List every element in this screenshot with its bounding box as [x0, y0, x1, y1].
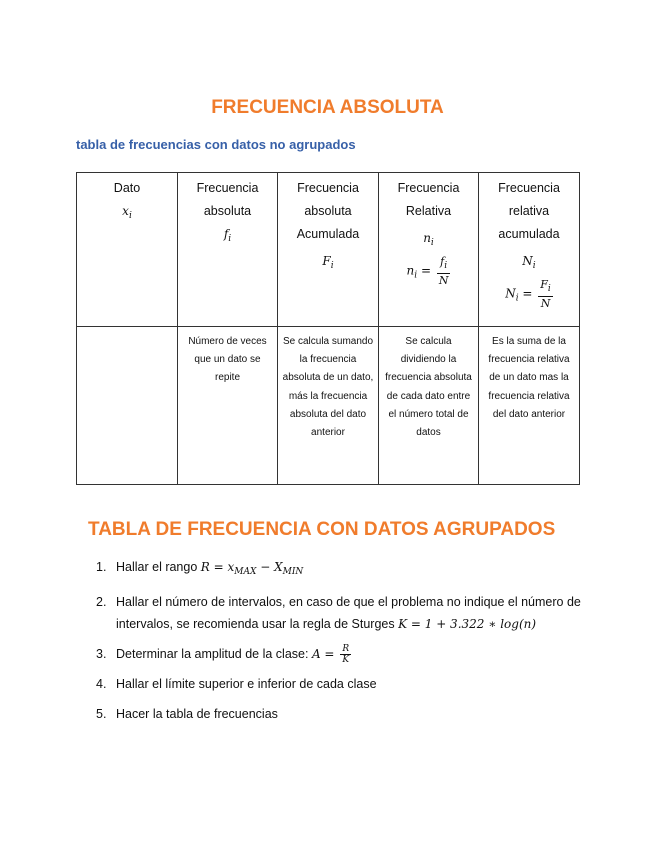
cumulative-relative-formula: $N_i$ = $\frac{F_i}{N}$: [505, 278, 551, 310]
header-symbol: $f_i$: [223, 227, 232, 244]
table-subtitle: tabla de frecuencias con datos no agrupados: [76, 137, 356, 152]
header-label: Relativa: [405, 204, 452, 218]
header-label: acumulada: [498, 227, 560, 241]
table-cell: Se calcula dividiendo la frecuencia absoluta de cada dato entre el número total de datos: [379, 327, 479, 485]
table-cell: [77, 327, 178, 485]
header-cell-frecuencia-absoluta: [178, 173, 278, 327]
header-label: Acumulada: [296, 227, 360, 241]
section-title: TABLA DE FRECUENCIA CON DATOS AGRUPADOS: [88, 519, 556, 540]
header-label: Dato: [113, 181, 141, 195]
header-cell-frecuencia-absoluta-acumulada: [278, 173, 379, 327]
table-cell: Es la suma de la frecuencia relativa de un dato mas la frecuencia relativa del dato anterior: [479, 327, 580, 485]
header-label: Frecuencia: [297, 181, 359, 195]
header-label: relativa: [508, 204, 550, 218]
table-header-row: [77, 173, 580, 327]
table-cell: Se calcula sumando la frecuencia absoluta de un dato, más la frecuencia absoluta del dato anterior: [278, 327, 379, 485]
steps-list: [0, 556, 600, 725]
header-label: absoluta: [203, 204, 252, 218]
amplitude-formula: A = $\frac{R}{K}$: [311, 644, 350, 665]
header-cell-frecuencia-relativa-acumulada: [479, 173, 580, 327]
sturges-formula: K = 1 + 3.322 ∗ log(n): [398, 617, 537, 631]
table-description-row: [77, 327, 580, 485]
header-label: Frecuencia: [397, 181, 460, 195]
list-item: 2. Hallar el número de intervalos, en caso de que el problema no indique el número de intervalos, se recomienda usar la regla de Sturges K = 1 + 3.322 ∗ log(n): [96, 595, 581, 631]
list-item: 5. Hacer la tabla de frecuencias: [96, 707, 278, 721]
header-symbol: $F_i$: [322, 254, 334, 271]
list-item: 4. Hallar el límite superior e inferior de cada clase: [96, 677, 377, 691]
header-symbol: $N_i$: [522, 254, 536, 271]
header-label: Frecuencia: [498, 181, 560, 195]
header-label: absoluta: [304, 204, 352, 218]
header-cell-frecuencia-relativa: [379, 173, 479, 327]
relative-frequency-formula: $n_i$ = $\frac{f_i}{N}$: [406, 255, 449, 287]
list-item: 1. Hallar el rango $R = x_{MAX} - X_{MIN}$: [96, 560, 304, 577]
header-symbol: $x_i$: [122, 204, 132, 221]
page-title: FRECUENCIA ABSOLUTA: [211, 97, 444, 118]
header-cell-dato: [77, 173, 178, 327]
frequency-table: [76, 172, 580, 485]
header-symbol: $n_i$: [423, 231, 434, 248]
list-item: 3. Determinar la amplitud de la clase: A = $\frac{R}{K}$: [96, 644, 350, 665]
header-label: Frecuencia: [196, 181, 259, 195]
table-cell: Número de veces que un dato se repite: [178, 327, 278, 485]
range-formula: $R = x_{MAX} - X_{MIN}$: [200, 560, 304, 577]
